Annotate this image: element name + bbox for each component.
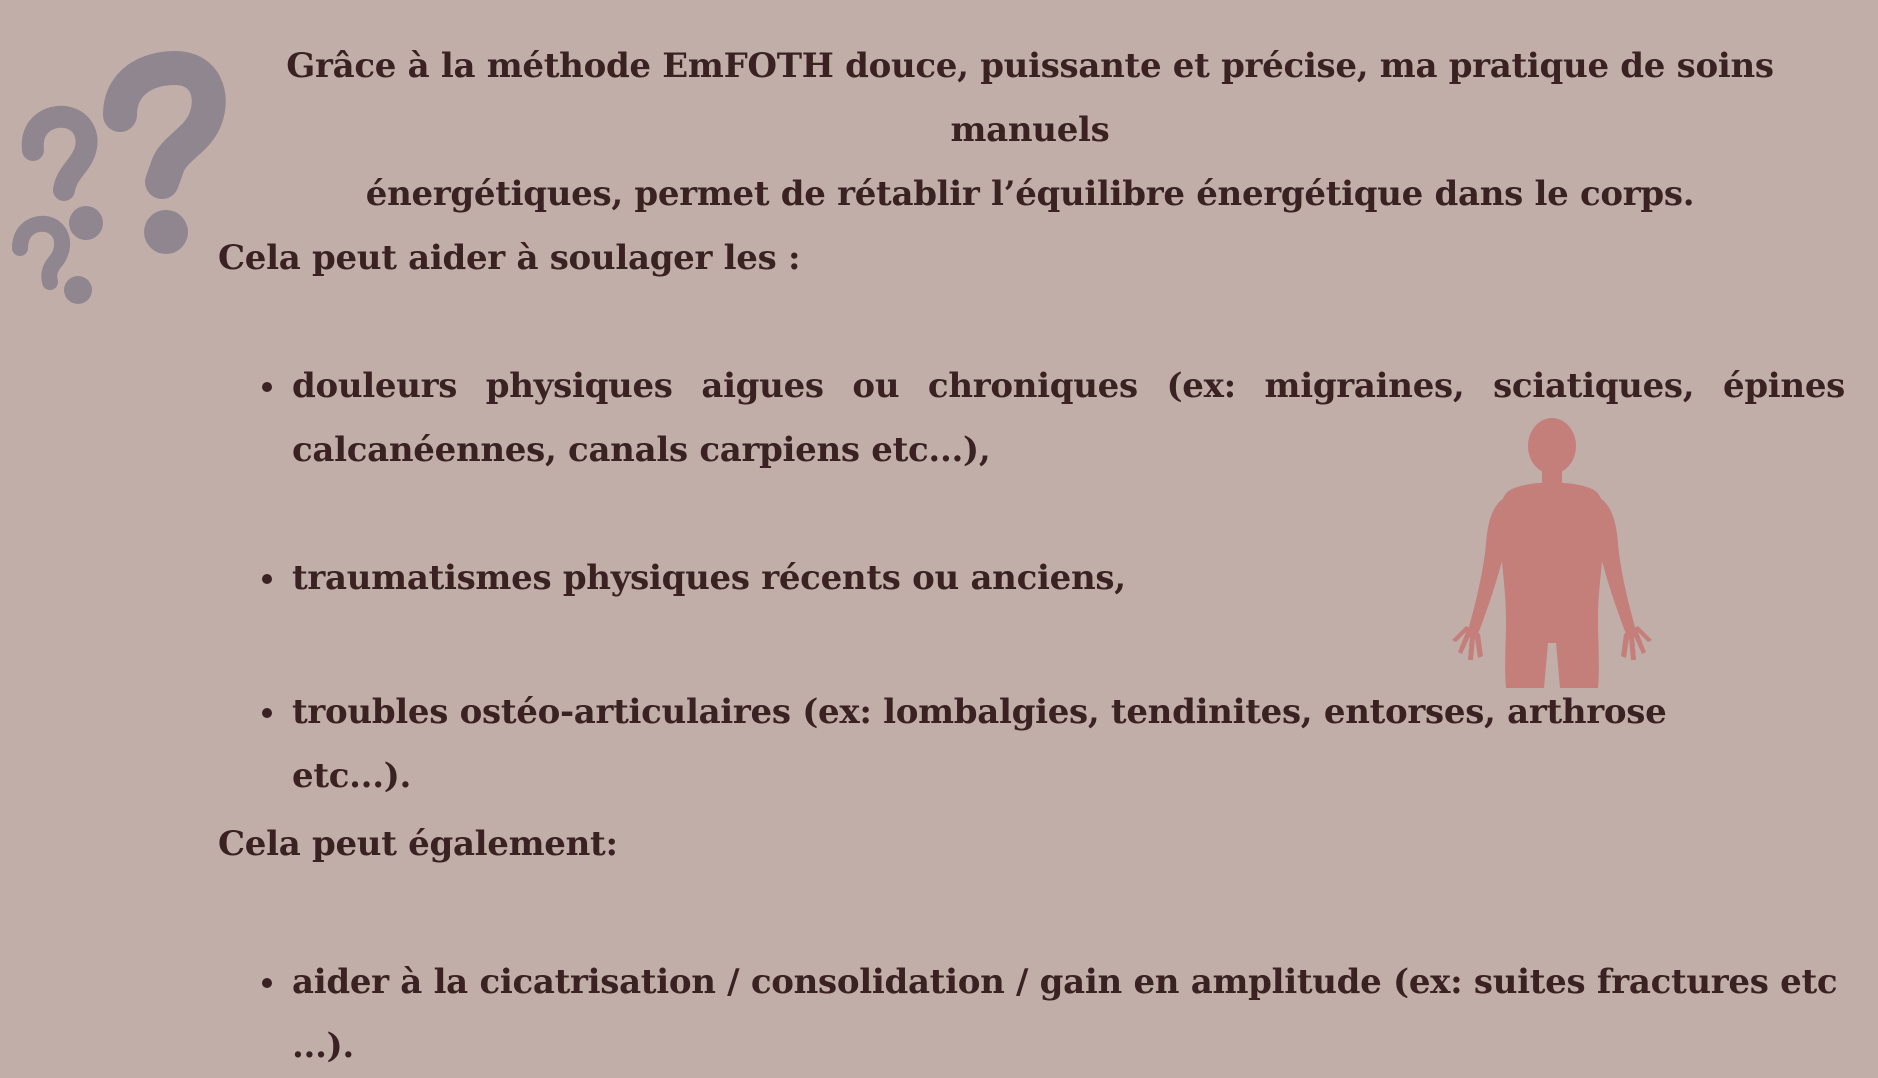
intro-line-1: Grâce à la méthode EmFOTH douce, puissante et précise, ma pratique de soins manuels <box>286 46 1774 150</box>
list-item <box>262 950 1862 1078</box>
question-marks-icon <box>0 40 230 320</box>
bullet-dot <box>262 708 272 718</box>
list-item-text: douleurs physiques aigues ou chroniques (ex: migraines, sciatiques, épines calcanéennes, canals carpiens etc...), <box>292 366 1845 470</box>
section-heading-also: Cela peut également: <box>218 824 618 864</box>
bullet-dot <box>262 382 272 392</box>
list-item-text: aider à la cicatrisation / consolidation / gain en amplitude (ex: suites fractures etc ...). <box>292 962 1838 1066</box>
bullet-dot <box>262 574 272 584</box>
list-item-text: traumatismes physiques récents ou anciens, <box>292 558 1126 598</box>
intro-line-2: énergétiques, permet de rétablir l’équilibre énergétique dans le corps. <box>365 174 1695 214</box>
bullet-dot <box>262 978 272 988</box>
list-item-text: troubles ostéo-articulaires (ex: lombalgies, tendinites, entorses, arthrose etc...). <box>292 692 1667 796</box>
section-heading-relief: Cela peut aider à soulager les : <box>218 238 801 278</box>
list-item <box>262 680 1682 808</box>
human-body-icon <box>1448 418 1658 688</box>
intro-paragraph <box>230 34 1830 226</box>
